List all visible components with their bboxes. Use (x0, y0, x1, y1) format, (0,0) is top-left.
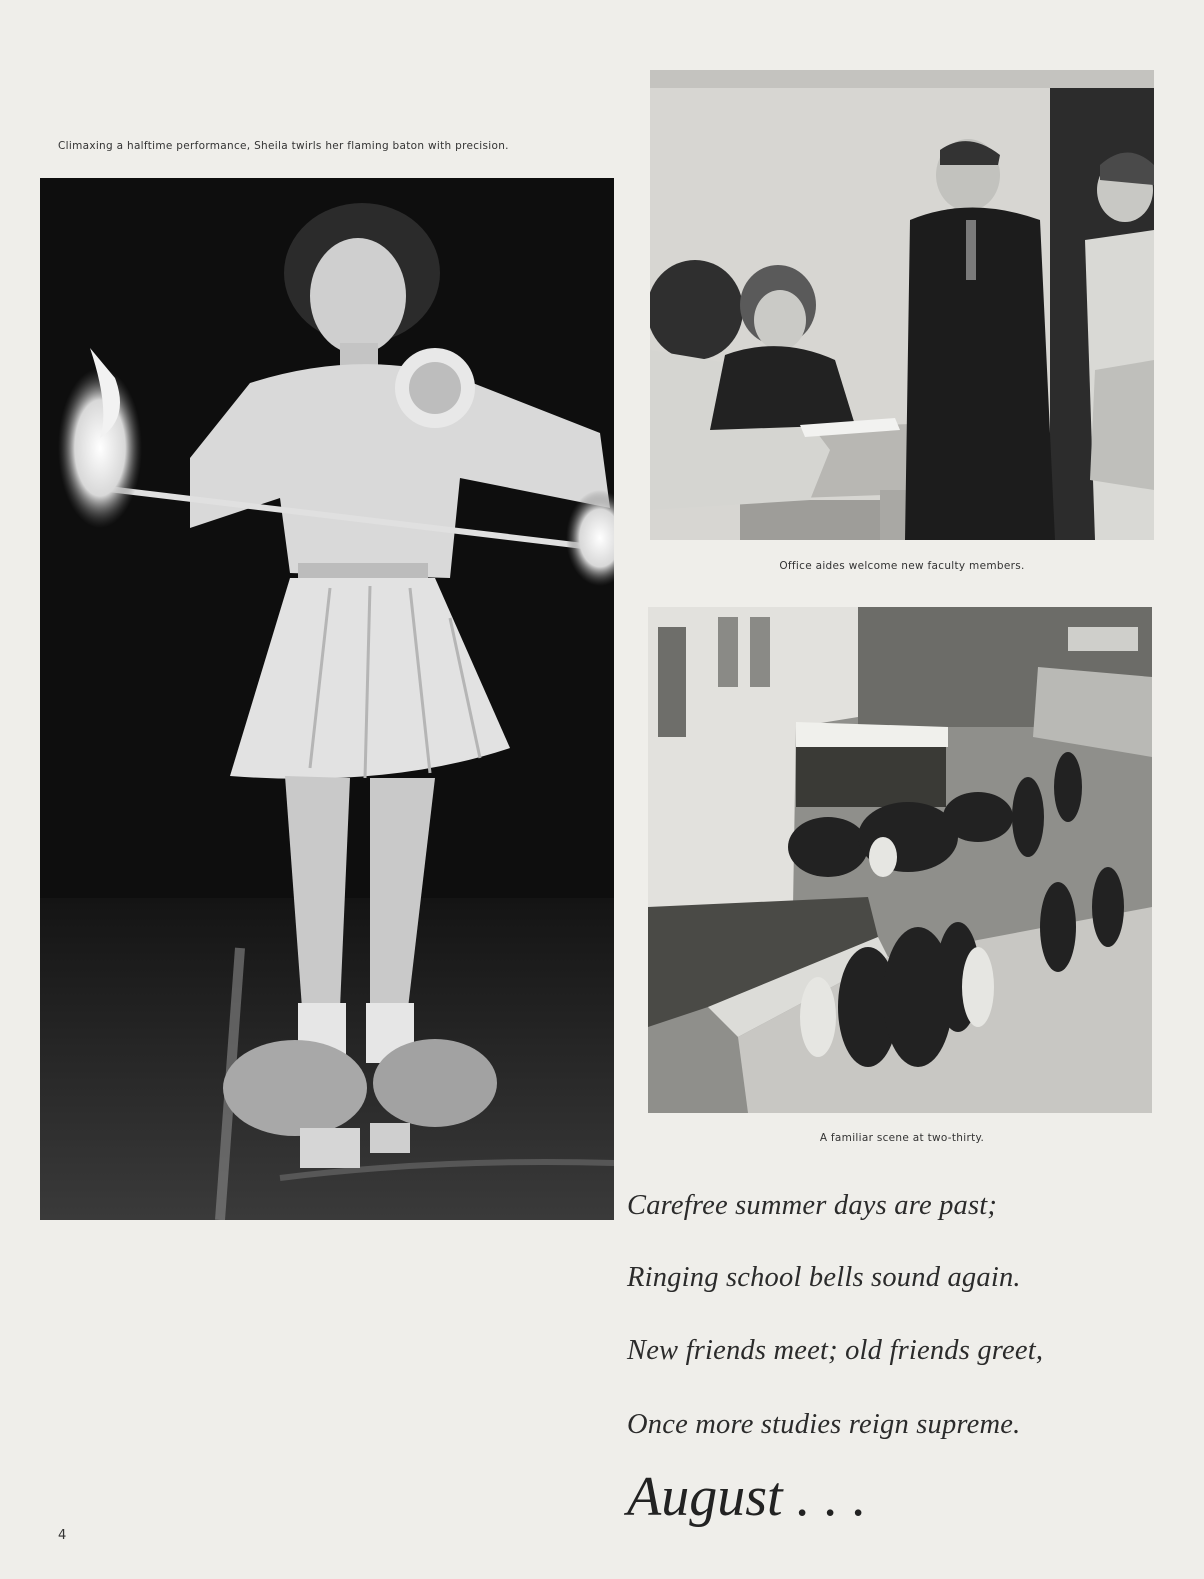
caption-baton-photo: Climaxing a halftime performance, Sheila twirls her flaming baton with precision. (58, 140, 509, 152)
caption-office-photo: Office aides welcome new faculty members. (779, 560, 1025, 572)
poem-line-3: New friends meet; old friends greet, (627, 1335, 1044, 1366)
poem-line-2: Ringing school bells sound again. (627, 1262, 1021, 1293)
page-number: 4 (58, 1528, 67, 1543)
photo-office-aides (650, 70, 1154, 540)
photo-majorette-flaming-baton (40, 178, 614, 1220)
poem-line-4: Once more studies reign supreme. (627, 1409, 1021, 1440)
month-heading: August . . . (627, 1466, 867, 1528)
poem-line-1: Carefree summer days are past; (627, 1190, 998, 1221)
photo-school-dismissal (648, 607, 1152, 1113)
caption-dismissal-photo: A familiar scene at two-thirty. (819, 1132, 985, 1144)
